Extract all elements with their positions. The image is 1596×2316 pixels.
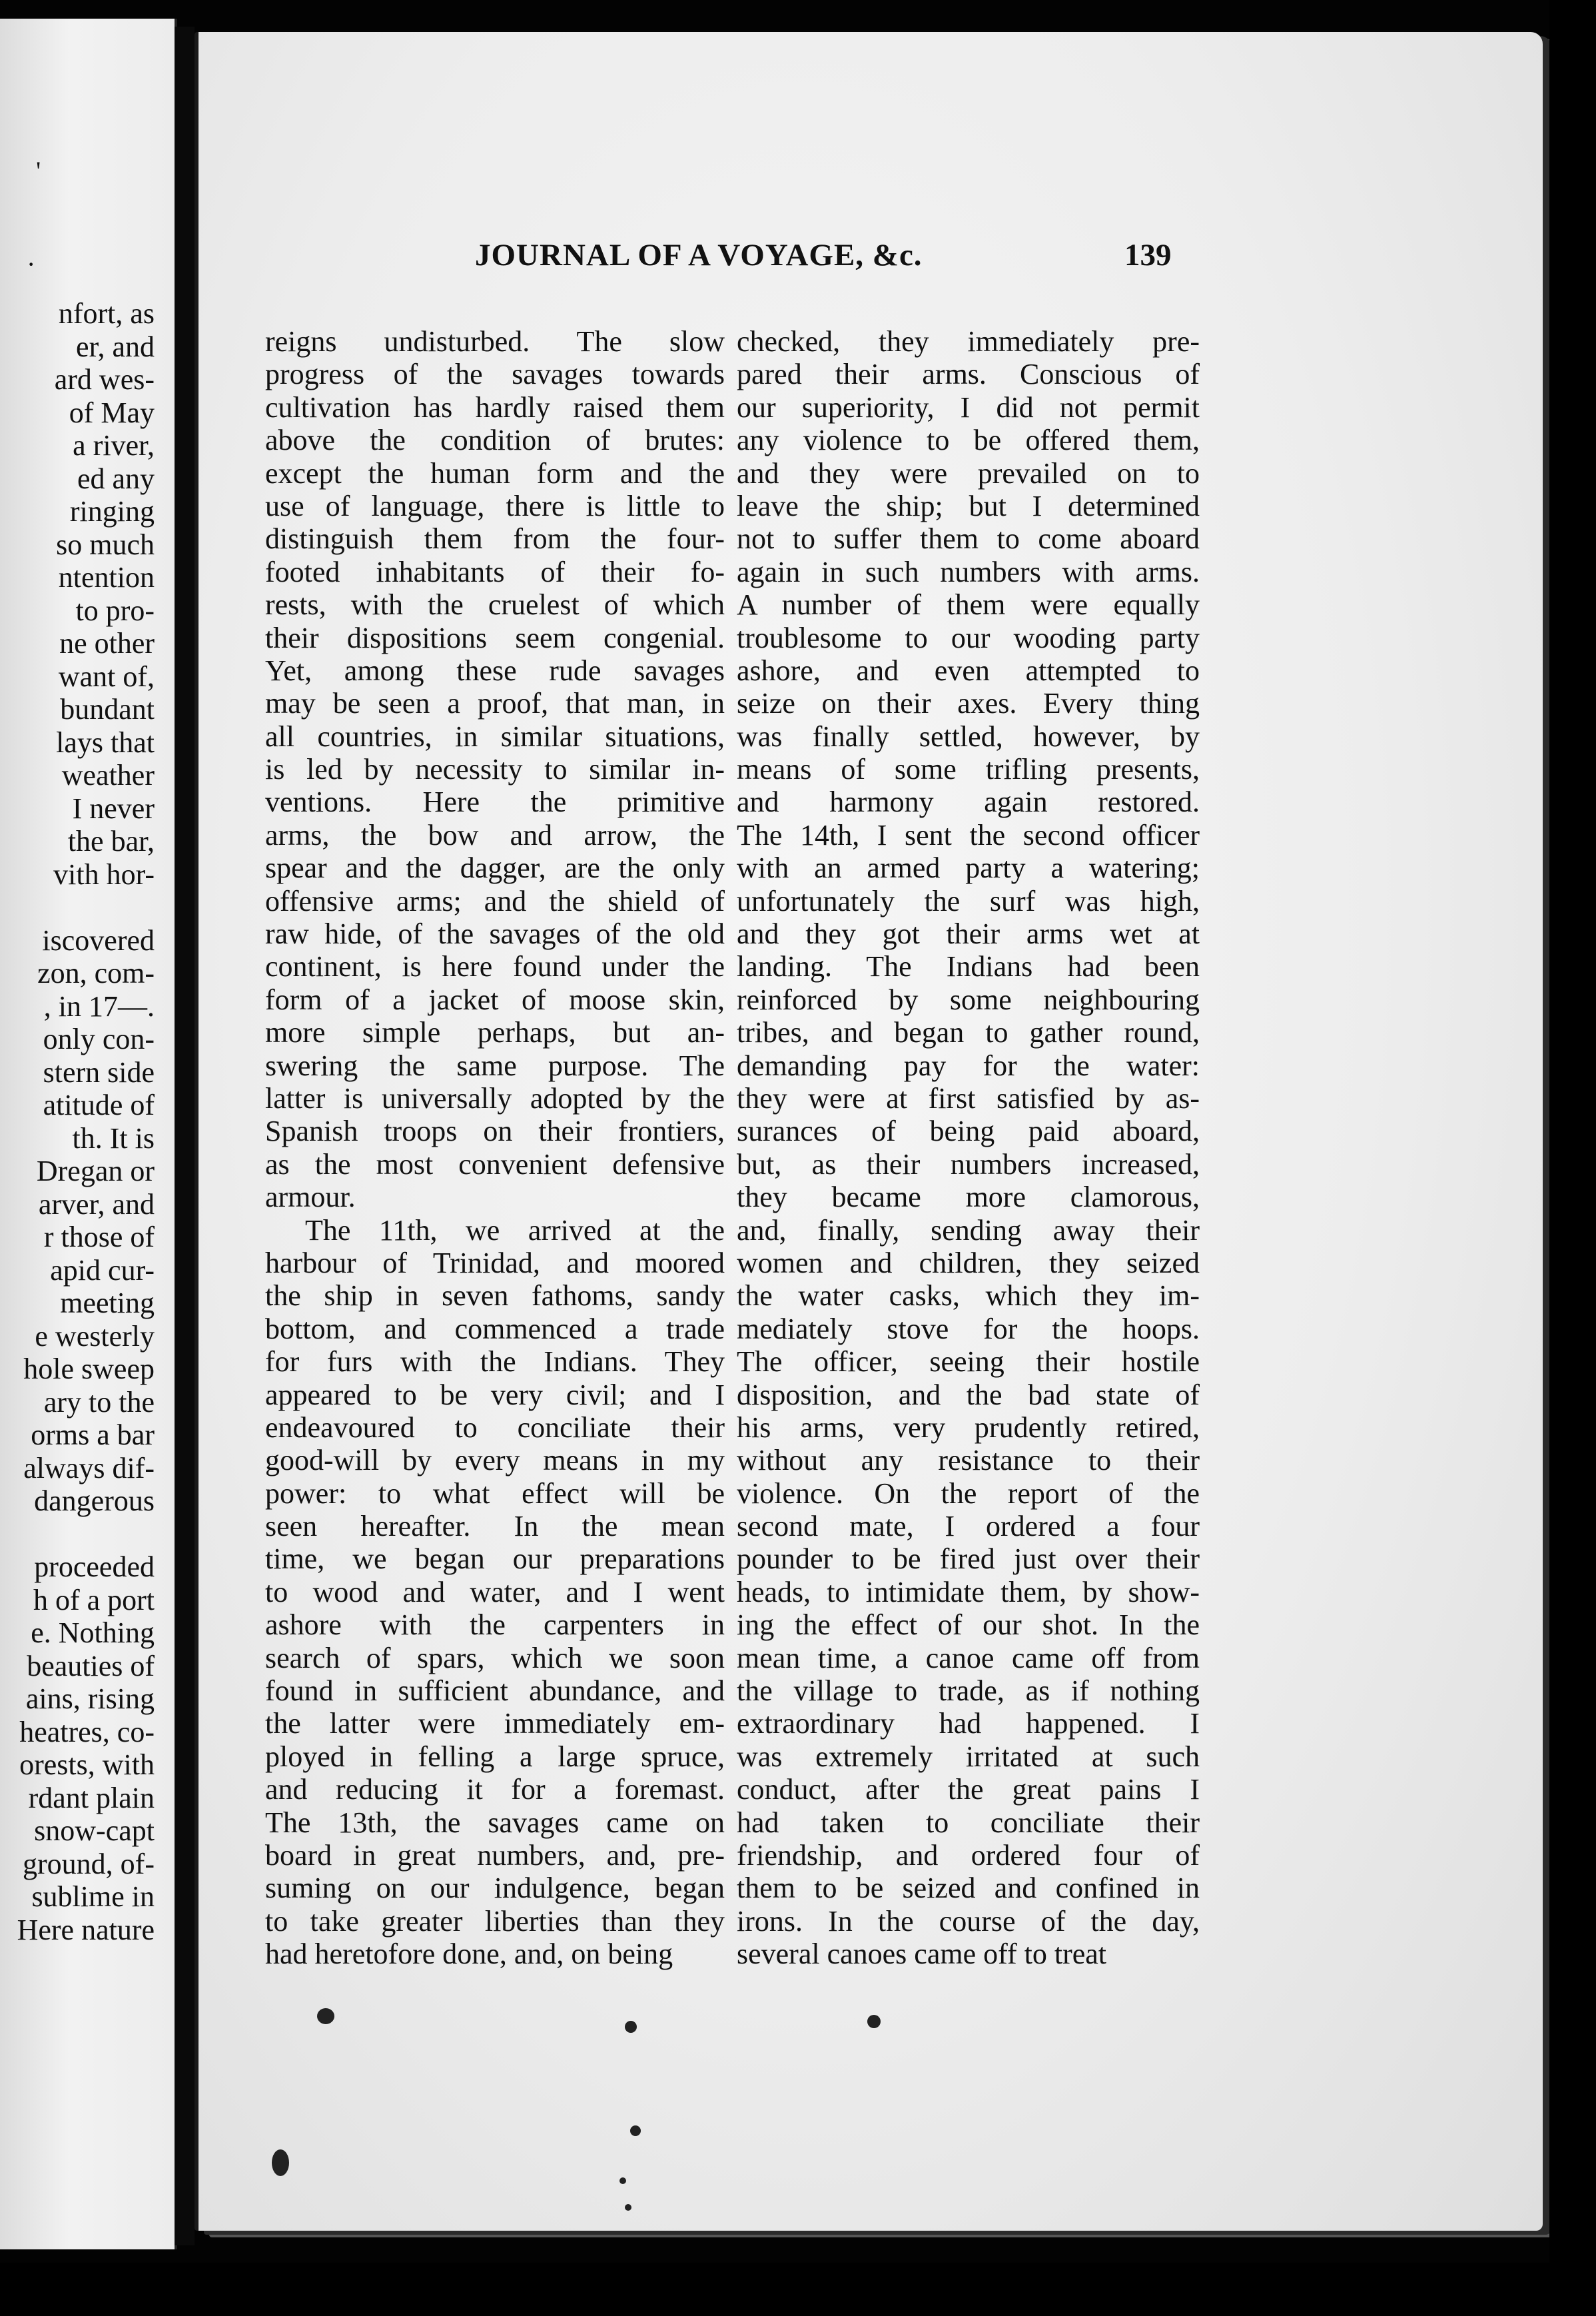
fragment-line: orests, with bbox=[19, 1748, 155, 1781]
scan-edge-bottom bbox=[0, 2263, 1596, 2316]
fragment-line: a river, bbox=[73, 429, 155, 462]
text-line: form of a jacket of moose skin, bbox=[265, 983, 725, 1016]
text-line: conduct, after the great pains I bbox=[737, 1773, 1200, 1806]
text-line: raw hide, of the savages of the old bbox=[265, 917, 725, 951]
text-line: extraordinary had happened. I bbox=[737, 1707, 1200, 1740]
text-line: bottom, and commenced a trade bbox=[265, 1312, 725, 1345]
fragment-line: want of, bbox=[58, 660, 155, 693]
stray-mark: ' bbox=[36, 156, 41, 186]
fragment-line: snow-capt bbox=[34, 1814, 155, 1847]
text-line: our superiority, I did not permit bbox=[737, 390, 1200, 424]
text-line: means of some trifling presents, bbox=[737, 753, 1200, 786]
text-line: their dispositions seem congenial. bbox=[265, 621, 725, 654]
text-line: not to suffer them to come aboard bbox=[737, 522, 1200, 556]
fragment-line: Here nature bbox=[17, 1913, 155, 1946]
text-line: arms, the bow and arrow, the bbox=[265, 818, 725, 852]
text-line: the village to trade, as if nothing bbox=[737, 1674, 1200, 1708]
text-line: irons. In the course of the day, bbox=[737, 1904, 1200, 1938]
fragment-line: rdant plain bbox=[28, 1781, 155, 1814]
fragment-line: , in 17—. bbox=[43, 989, 155, 1023]
text-line: footed inhabitants of their fo- bbox=[265, 555, 725, 588]
text-line: was finally settled, however, by bbox=[737, 720, 1200, 753]
text-line: progress of the savages towards bbox=[265, 358, 725, 391]
fragment-line: heatres, co- bbox=[19, 1715, 155, 1748]
text-line: as the most convenient defensive bbox=[265, 1147, 725, 1181]
fragment-line: so much bbox=[56, 528, 155, 561]
text-line: his arms, very prudently retired, bbox=[737, 1411, 1200, 1444]
fragment-line: ground, of- bbox=[23, 1847, 155, 1880]
text-line: A number of them were equally bbox=[737, 588, 1200, 622]
fragment-line: er, and bbox=[76, 330, 155, 363]
ink-spot bbox=[625, 2021, 637, 2033]
text-line: ing the effect of our shot. In the bbox=[737, 1608, 1200, 1642]
fragment-line: dangerous bbox=[34, 1484, 155, 1517]
text-line: endeavoured to conciliate their bbox=[265, 1411, 725, 1444]
text-line: second mate, I ordered a four bbox=[737, 1510, 1200, 1543]
ink-spot bbox=[317, 2008, 334, 2024]
fragment-line: stern side bbox=[43, 1055, 155, 1089]
text-line: may be seen a proof, that man, in bbox=[265, 687, 725, 720]
text-line: armour. bbox=[265, 1181, 356, 1214]
text-line: had taken to conciliate their bbox=[737, 1806, 1200, 1839]
text-line: Spanish troops on their frontiers, bbox=[265, 1115, 725, 1148]
text-line: friendship, and ordered four of bbox=[737, 1838, 1200, 1872]
text-line: The 13th, the savages came on bbox=[265, 1806, 725, 1839]
text-line: reigns undisturbed. The slow bbox=[265, 325, 725, 358]
text-line: heads, to intimidate them, by show- bbox=[737, 1575, 1200, 1608]
fragment-line: ringing bbox=[69, 495, 155, 528]
text-line: troublesome to our wooding party bbox=[737, 621, 1200, 654]
text-line: more simple perhaps, but an- bbox=[265, 1016, 725, 1049]
fragment-line: Dregan or bbox=[36, 1155, 155, 1187]
text-line: them to be seized and confined in bbox=[737, 1872, 1200, 1905]
fragment-line bbox=[17, 1518, 155, 1551]
page-number: 139 bbox=[1124, 238, 1172, 273]
fragment-line: ard wes- bbox=[54, 363, 155, 396]
text-line: swering the same purpose. The bbox=[265, 1049, 725, 1082]
text-line: ployed in felling a large spruce, bbox=[265, 1740, 725, 1773]
text-line: and they were prevailed on to bbox=[737, 456, 1200, 490]
text-line: demanding pay for the water: bbox=[737, 1049, 1200, 1082]
text-line: except the human form and the bbox=[265, 456, 725, 490]
text-line: mean time, a canoe came off from bbox=[737, 1641, 1200, 1674]
text-line: ashore, and even attempted to bbox=[737, 654, 1200, 687]
text-line: good-will by every means in my bbox=[265, 1444, 725, 1477]
text-line: above the condition of brutes: bbox=[265, 424, 725, 457]
text-line: The officer, seeing their hostile bbox=[737, 1345, 1200, 1379]
fragment-line: ne other bbox=[59, 627, 155, 660]
text-line: and reducing it for a foremast. bbox=[265, 1773, 725, 1806]
fragment-line: weather bbox=[61, 759, 155, 792]
text-line: use of language, there is little to bbox=[265, 489, 725, 522]
text-line: time, we began our preparations bbox=[265, 1542, 725, 1576]
book-gutter bbox=[175, 27, 195, 2245]
text-line: unfortunately the surf was high, bbox=[737, 884, 1200, 917]
text-line: latter is universally adopted by the bbox=[265, 1081, 725, 1115]
fragment-line: the bar, bbox=[67, 825, 155, 858]
text-line: leave the ship; but I determined bbox=[737, 489, 1200, 522]
text-line: and, finally, sending away their bbox=[737, 1213, 1200, 1247]
text-line: rests, with the cruelest of which bbox=[265, 588, 725, 622]
text-line: again in such numbers with arms. bbox=[737, 555, 1200, 588]
text-line: seen hereafter. In the mean bbox=[265, 1510, 725, 1543]
page-header bbox=[199, 237, 1543, 284]
fragment-line: sublime in bbox=[31, 1880, 155, 1913]
text-line: checked, they immediately pre- bbox=[737, 325, 1200, 358]
fragment-line: only con- bbox=[43, 1023, 155, 1055]
fragment-line: meeting bbox=[60, 1287, 155, 1319]
text-line: ventions. Here the primitive bbox=[265, 786, 725, 819]
text-line: search of spars, which we soon bbox=[265, 1641, 725, 1674]
fragment-line: ed any bbox=[77, 462, 155, 495]
text-line: was extremely irritated at such bbox=[737, 1740, 1200, 1773]
text-line: appeared to be very civil; and I bbox=[265, 1378, 725, 1411]
text-line: power: to what effect will be bbox=[265, 1476, 725, 1510]
fragment-line: to pro- bbox=[75, 594, 155, 627]
text-line: board in great numbers, and, pre- bbox=[265, 1838, 725, 1872]
text-line: had heretofore done, and, on being bbox=[265, 1938, 673, 1971]
fragment-line: arver, and bbox=[38, 1187, 155, 1221]
ink-spot bbox=[630, 2125, 641, 2136]
fragment-line: iscovered bbox=[42, 923, 155, 957]
text-line: The 14th, I sent the second officer bbox=[737, 818, 1200, 852]
text-line: Yet, among these rude savages bbox=[265, 654, 725, 687]
text-line: pounder to be fired just over their bbox=[737, 1542, 1200, 1576]
ink-spot bbox=[867, 2015, 881, 2028]
text-line: The 11th, we arrived at the bbox=[305, 1213, 725, 1247]
fragment-line: hole sweep bbox=[23, 1353, 155, 1385]
text-line: is led by necessity to similar in- bbox=[265, 753, 725, 786]
text-line: found in sufficient abundance, and bbox=[265, 1674, 725, 1708]
text-line: distinguish them from the four- bbox=[265, 522, 725, 556]
text-line: without any resistance to their bbox=[737, 1444, 1200, 1477]
text-line: to wood and water, and I went bbox=[265, 1575, 725, 1608]
text-line: suming on our indulgence, began bbox=[265, 1872, 725, 1905]
fragment-line: proceeded bbox=[34, 1550, 155, 1583]
fragment-line: th. It is bbox=[72, 1121, 155, 1155]
text-line: tribes, and began to gather round, bbox=[737, 1016, 1200, 1049]
fragment-line: atitude of bbox=[43, 1089, 155, 1121]
fragment-line: ains, rising bbox=[25, 1682, 155, 1715]
running-title: JOURNAL OF A VOYAGE, &c. bbox=[475, 238, 923, 273]
text-line: women and children, they seized bbox=[737, 1246, 1200, 1279]
fragment-line: bundant bbox=[60, 693, 155, 726]
text-line: and they got their arms wet at bbox=[737, 917, 1200, 951]
text-line: cultivation has hardly raised them bbox=[265, 390, 725, 424]
text-column-right bbox=[737, 325, 1200, 1971]
text-line: continent, is here found under the bbox=[265, 950, 725, 983]
text-line: to take greater liberties than they bbox=[265, 1904, 725, 1938]
text-line: landing. The Indians had been bbox=[737, 950, 1200, 983]
text-line: pared their arms. Conscious of bbox=[737, 358, 1200, 391]
text-line: they became more clamorous, bbox=[737, 1181, 1200, 1214]
text-line: they were at first satisfied by as- bbox=[737, 1081, 1200, 1115]
page-139 bbox=[195, 32, 1543, 2231]
fragment-line: nfort, as bbox=[58, 297, 155, 330]
fragment-line: e westerly bbox=[35, 1319, 155, 1353]
text-line: ashore with the carpenters in bbox=[265, 1608, 725, 1642]
text-line: surances of being paid aboard, bbox=[737, 1115, 1200, 1148]
fragment-line: e. Nothing bbox=[31, 1616, 155, 1649]
fragment-line: ntention bbox=[58, 561, 155, 594]
fragment-line: always dif- bbox=[23, 1451, 155, 1484]
text-line: seize on their axes. Every thing bbox=[737, 687, 1200, 720]
fragment-line: orms a bar bbox=[31, 1419, 155, 1451]
fragment-line: lays that bbox=[56, 726, 155, 759]
fragment-line: of May bbox=[69, 396, 155, 429]
fragment-line: apid cur- bbox=[50, 1253, 155, 1287]
text-column-left bbox=[265, 325, 725, 1971]
fragment-line bbox=[17, 891, 155, 924]
text-line: violence. On the report of the bbox=[737, 1476, 1200, 1510]
text-line: the latter were immediately em- bbox=[265, 1707, 725, 1740]
ink-spot bbox=[625, 2204, 631, 2211]
ink-spot bbox=[619, 2177, 626, 2184]
text-line: but, as their numbers increased, bbox=[737, 1147, 1200, 1181]
text-line: the water casks, which they im- bbox=[737, 1279, 1200, 1313]
fragment-line: beauties of bbox=[27, 1649, 155, 1682]
stray-mark: · bbox=[27, 249, 36, 279]
text-line: and harmony again restored. bbox=[737, 786, 1200, 819]
text-line: for furs with the Indians. They bbox=[265, 1345, 725, 1379]
text-line: several canoes came off to treat bbox=[737, 1938, 1107, 1971]
scan-edge-right bbox=[1549, 0, 1596, 2316]
text-line: the ship in seven fathoms, sandy bbox=[265, 1279, 725, 1313]
text-line: disposition, and the bad state of bbox=[737, 1378, 1200, 1411]
ink-spot bbox=[272, 2149, 289, 2176]
text-line: offensive arms; and the shield of bbox=[265, 884, 725, 917]
text-line: mediately stove for the hoops. bbox=[737, 1312, 1200, 1345]
fragment-line: r those of bbox=[43, 1221, 155, 1253]
fragment-line: zon, com- bbox=[37, 957, 155, 989]
text-line: all countries, in similar situations, bbox=[265, 720, 725, 753]
previous-page-fragment bbox=[0, 19, 177, 2249]
fragment-line: h of a port bbox=[33, 1583, 155, 1616]
text-line: with an armed party a watering; bbox=[737, 852, 1200, 885]
previous-page-text bbox=[17, 297, 155, 1946]
text-line: any violence to be offered them, bbox=[737, 424, 1200, 457]
text-line: spear and the dagger, are the only bbox=[265, 852, 725, 885]
fragment-line: vith hor- bbox=[53, 858, 155, 891]
text-line: harbour of Trinidad, and moored bbox=[265, 1246, 725, 1279]
text-line: reinforced by some neighbouring bbox=[737, 983, 1200, 1016]
fragment-line: ary to the bbox=[43, 1385, 155, 1419]
fragment-line: I never bbox=[72, 792, 155, 825]
